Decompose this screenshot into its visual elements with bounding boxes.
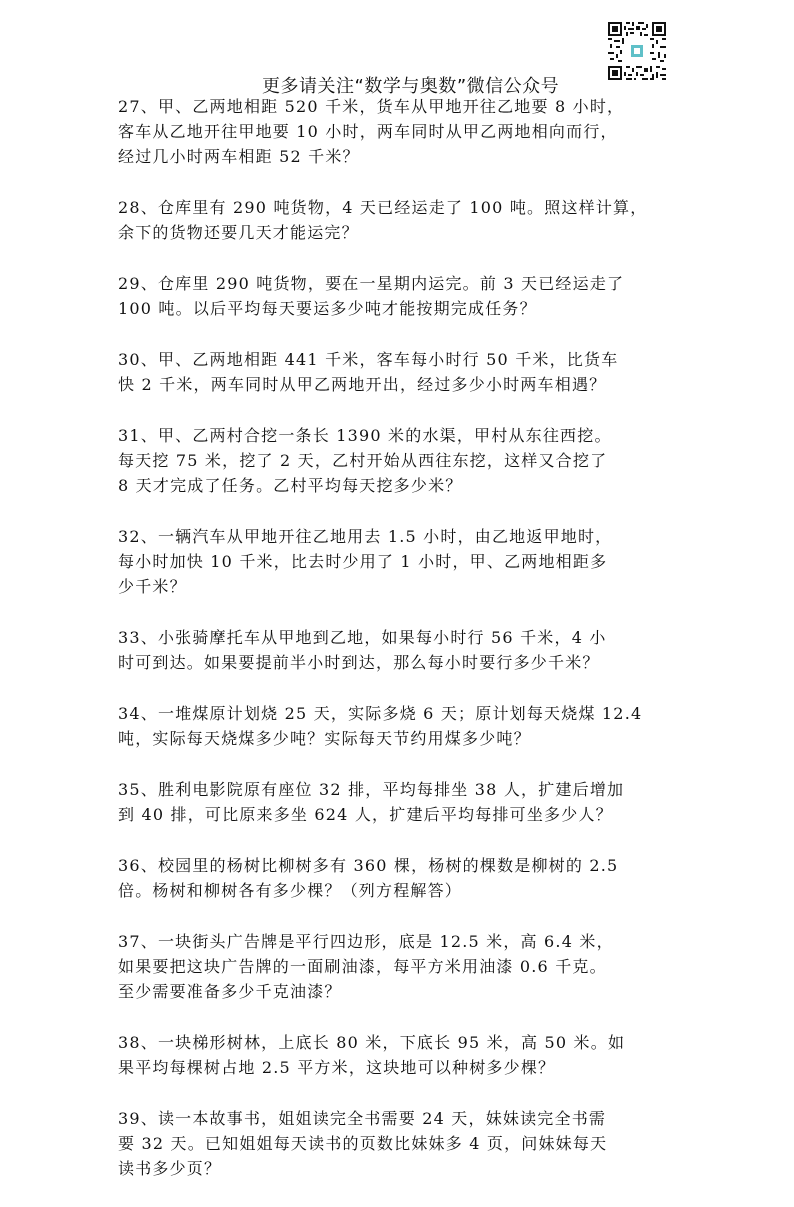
question-line: 33、小张骑摩托车从甲地到乙地，如果每小时行 56 千米，4 小 <box>118 628 607 647</box>
question-line: 如果要把这块广告牌的一面刷油漆，每平方米用油漆 0.6 千克。 <box>118 957 607 976</box>
question-line: 果平均每棵树占地 2.5 平方米，这块地可以种树多少棵？ <box>118 1058 556 1077</box>
question-line: 吨，实际每天烧煤多少吨？实际每天节约用煤多少吨？ <box>118 729 531 748</box>
question-28 <box>118 195 678 245</box>
question-line: 39、读一本故事书，姐姐读完全书需要 24 天，妹妹读完全书需 <box>118 1109 607 1128</box>
question-38 <box>118 1030 678 1080</box>
question-line: 客车从乙地开往甲地要 10 小时，两车同时从甲乙两地相向而行， <box>118 122 618 141</box>
qr-code-icon <box>606 20 668 82</box>
question-line: 余下的货物还要几天才能运完？ <box>118 223 359 242</box>
question-line: 少千米？ <box>118 577 187 596</box>
question-line: 35、胜利电影院原有座位 32 排，平均每排坐 38 人，扩建后增加 <box>118 780 625 799</box>
question-line: 到 40 排，可比原来多坐 624 人，扩建后平均每排可坐多少人？ <box>118 805 613 824</box>
question-line: 100 吨。以后平均每天要运多少吨才能按期完成任务？ <box>118 299 537 318</box>
question-29 <box>118 271 678 321</box>
question-line: 34、一堆煤原计划烧 25 天，实际多烧 6 天；原计划每天烧煤 12.4 <box>118 704 643 723</box>
question-line: 读书多少页？ <box>118 1159 222 1178</box>
question-line: 每天挖 75 米，挖了 2 天，乙村开始从西往东挖，这样又合挖了 <box>118 451 608 470</box>
question-line: 28、仓库里有 290 吨货物，4 天已经运走了 100 吨。照这样计算， <box>118 198 648 217</box>
question-31 <box>118 423 678 498</box>
question-33 <box>118 625 678 675</box>
question-36 <box>118 853 678 903</box>
question-27 <box>118 94 678 169</box>
question-line: 38、一块梯形树林，上底长 80 米，下底长 95 米，高 50 米。如 <box>118 1033 626 1052</box>
question-line: 31、甲、乙两村合挖一条长 1390 米的水渠，甲村从东往西挖。 <box>118 426 612 445</box>
question-line: 要 32 天。已知姐姐每天读书的页数比妹妹多 4 页，问妹妹每天 <box>118 1134 608 1153</box>
question-line: 32、一辆汽车从甲地开往乙地用去 1.5 小时，由乙地返甲地时， <box>118 527 613 546</box>
question-35 <box>118 777 678 827</box>
question-list <box>118 94 678 1207</box>
question-line: 36、校园里的杨树比柳树多有 360 棵，杨树的棵数是柳树的 2.5 <box>118 856 619 875</box>
page-header: 更多请关注“数学与奥数”微信公众号 <box>262 76 560 97</box>
question-line: 30、甲、乙两地相距 441 千米，客车每小时行 50 千米，比货车 <box>118 350 619 369</box>
question-line: 29、仓库里 290 吨货物，要在一星期内运完。前 3 天已经运走了 <box>118 274 625 293</box>
question-line: 经过几小时两车相距 52 千米？ <box>118 147 360 166</box>
question-34 <box>118 701 678 751</box>
question-line: 37、一块街头广告牌是平行四边形，底是 12.5 米，高 6.4 米， <box>118 932 614 951</box>
question-39 <box>118 1106 678 1181</box>
question-line: 每小时加快 10 千米，比去时少用了 1 小时，甲、乙两地相距多 <box>118 552 608 571</box>
question-line: 倍。杨树和柳树各有多少棵？（列方程解答） <box>118 881 463 900</box>
question-line: 27、甲、乙两地相距 520 千米，货车从甲地开往乙地要 8 小时， <box>118 97 625 116</box>
question-line: 快 2 千米，两车同时从甲乙两地开出，经过多少小时两车相遇？ <box>118 375 607 394</box>
question-line: 至少需要准备多少千克油漆？ <box>118 982 342 1001</box>
question-line: 8 天才完成了任务。乙村平均每天挖多少米？ <box>118 476 463 495</box>
question-37 <box>118 929 678 1004</box>
question-32 <box>118 524 678 599</box>
question-line: 时可到达。如果要提前半小时到达，那么每小时要行多少千米？ <box>118 653 600 672</box>
question-30 <box>118 347 678 397</box>
